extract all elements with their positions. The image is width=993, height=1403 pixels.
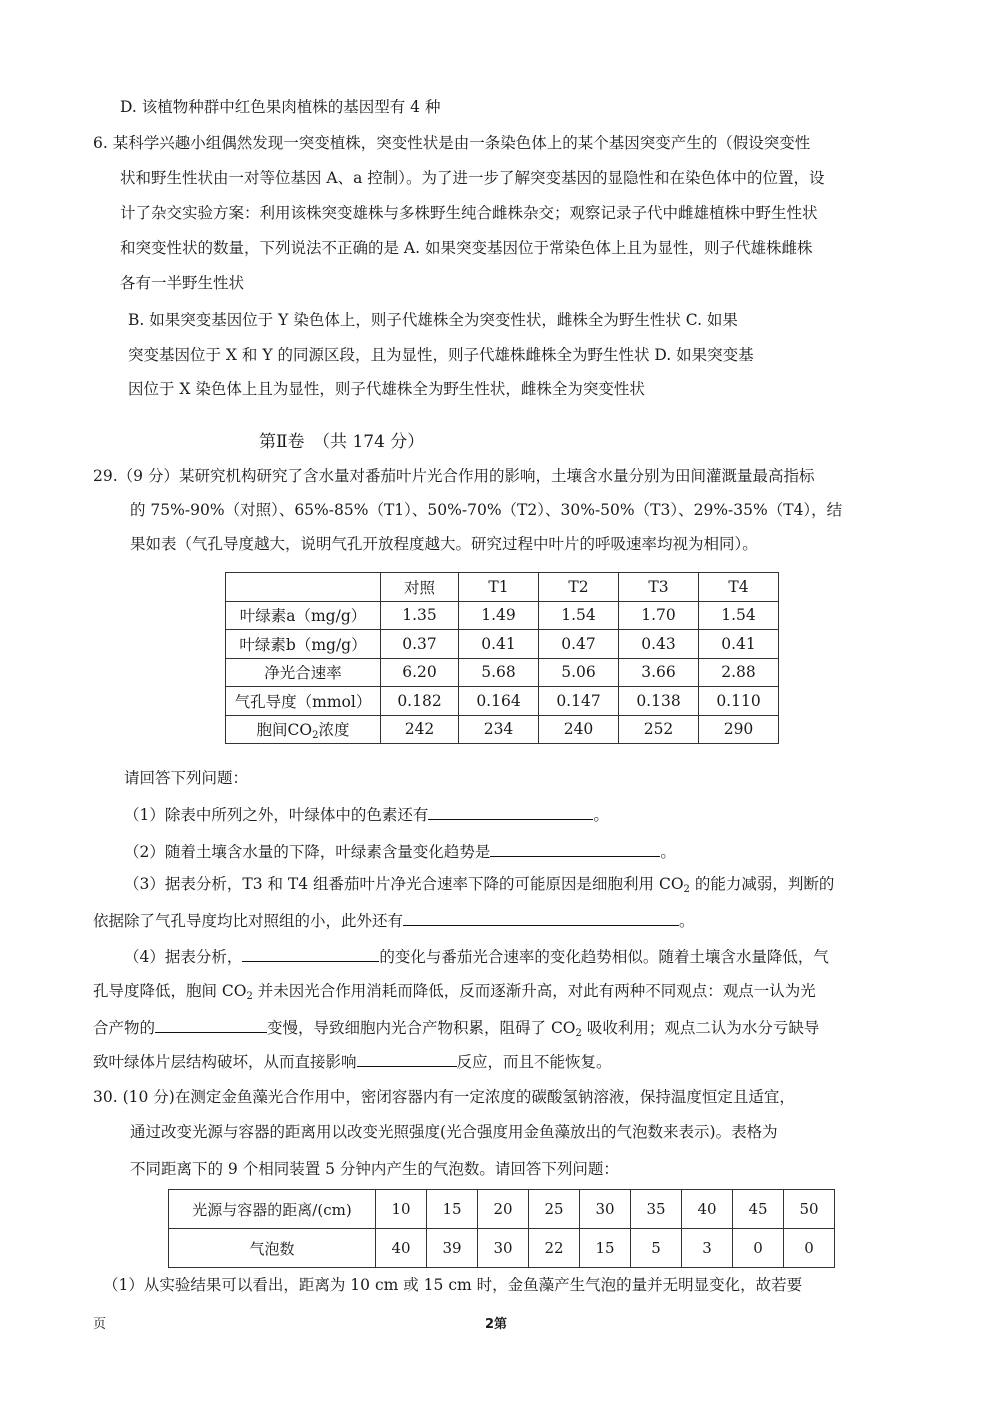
- sub4-text: 反应，而且不能恢复。: [456, 1053, 612, 1071]
- table-cell: 0: [784, 1229, 835, 1268]
- table-cell: 1.35: [381, 601, 459, 630]
- sub2-end: 。: [660, 843, 676, 861]
- table-row: [169, 1190, 835, 1229]
- table-row: [169, 1229, 835, 1268]
- q29-line-2: 的 75%-90%（对照）、65%-85%（T1）、50%-70%（T2）、30%-50%（T3）、29%-35%（T4），结: [130, 501, 843, 519]
- section-title: 第Ⅱ卷 （共 174 分）: [259, 432, 425, 452]
- table-cell: 234: [459, 715, 539, 744]
- subscript: 2: [575, 1028, 582, 1039]
- table-cell: 45: [733, 1190, 784, 1229]
- q29-prompt: 请回答下列问题：: [124, 769, 249, 787]
- table-cell: 40: [376, 1229, 427, 1268]
- answer-blank-4[interactable]: [242, 945, 379, 962]
- table-cell: 30: [478, 1229, 529, 1268]
- answer-blank-3[interactable]: [403, 909, 679, 926]
- q30-data-table: [168, 1189, 835, 1268]
- q30-line-2: 通过改变光源与容器的距离用以改变光照强度(光合强度用金鱼藻放出的气泡数来表示)。表格为: [130, 1123, 778, 1141]
- q6-option-c: 突变基因位于 X 和 Y 的同源区段，且为显性，则子代雄株雌株全为野生性状 D. 如果突变基: [128, 346, 754, 364]
- table-header-cell: [226, 573, 381, 602]
- row-label: 叶绿素a（mg/g）: [226, 601, 381, 630]
- table-cell: 290: [699, 715, 779, 744]
- q29-sub3-line-1: [124, 874, 834, 900]
- table-cell: 0.41: [699, 630, 779, 659]
- q29-sub1: [124, 803, 609, 825]
- table-cell: 1.70: [619, 601, 699, 630]
- sub4-text: 并未因光合作用消耗而降低，反而逐渐升高，对此有两种不同观点：观点一认为光: [252, 982, 816, 1000]
- row-label-text: 胞间CO: [256, 720, 313, 739]
- table-cell: 0.37: [381, 630, 459, 659]
- table-header-cell: T3: [619, 573, 699, 602]
- table-cell: 0.138: [619, 687, 699, 716]
- q29-sub4-line-1: [124, 945, 829, 967]
- sub4-text: 变慢，导致细胞内光合产物积累，阻碍了 CO: [267, 1019, 576, 1037]
- answer-blank-5[interactable]: [155, 1016, 267, 1033]
- table-cell: 25: [529, 1190, 580, 1229]
- subscript: 2: [683, 884, 690, 895]
- row-label: 气孔导度（mmol）: [226, 687, 381, 716]
- q6-line-1: 6. 某科学兴趣小组偶然发现一突变植株，突变性状是由一条染色体上的某个基因突变产生的（假设突变性: [93, 134, 811, 152]
- table-cell: 0: [733, 1229, 784, 1268]
- table-header-cell: T2: [539, 573, 619, 602]
- q30-sub1: （1）从实验结果可以看出，距离为 10 cm 或 15 cm 时，金鱼藻产生气泡的量并无明显变化，故若要: [103, 1276, 803, 1294]
- table-row: [226, 715, 779, 744]
- table-cell: 5.68: [459, 658, 539, 687]
- row-label-text: 浓度: [318, 720, 350, 739]
- q29-sub2: [124, 840, 676, 862]
- table-cell: 15: [427, 1190, 478, 1229]
- table-cell: 22: [529, 1229, 580, 1268]
- answer-blank-1[interactable]: [428, 803, 593, 820]
- footer-left: 页: [93, 1317, 107, 1332]
- answer-blank-2[interactable]: [490, 840, 660, 857]
- sub3-text: （3）据表分析，T3 和 T4 组番茄叶片净光合速率下降的可能原因是细胞利用 CO: [124, 875, 684, 893]
- table-cell: 0.43: [619, 630, 699, 659]
- table-header-row: [226, 573, 779, 602]
- q30-line-3: 不同距离下的 9 个相同装置 5 分钟内产生的气泡数。请回答下列问题：: [130, 1160, 619, 1178]
- sub4-text: 致叶绿体片层结构破坏，从而直接影响: [93, 1053, 357, 1071]
- table-cell: 0.164: [459, 687, 539, 716]
- sub4-text: 孔导度降低，胞间 CO: [93, 982, 247, 1000]
- q30-line-1: 30. (10 分)在测定金鱼藻光合作用中，密闭容器内有一定浓度的碳酸氢钠溶液，保持温度恒定且适宜，: [93, 1088, 795, 1106]
- table-cell: 39: [427, 1229, 478, 1268]
- q29-sub4-line-4: [93, 1050, 612, 1072]
- q29-line-1: 29.（9 分）某研究机构研究了含水量对番茄叶片光合作用的影响，土壤含水量分别为田间灌溉量最高指标: [93, 467, 815, 485]
- q29-sub3-line-2: [93, 909, 695, 931]
- subscript: 2: [246, 991, 253, 1002]
- table-row: [226, 687, 779, 716]
- table-row: [226, 630, 779, 659]
- table-cell: 50: [784, 1190, 835, 1229]
- table-cell: 3.66: [619, 658, 699, 687]
- table-cell: 15: [580, 1229, 631, 1268]
- table-header-cell: T1: [459, 573, 539, 602]
- table-row: [226, 601, 779, 630]
- table-cell: 20: [478, 1190, 529, 1229]
- q6-line-5: 各有一半野生性状: [120, 274, 245, 292]
- q6-option-d: 因位于 X 染色体上且为显性，则子代雄株全为野生性状，雌株全为突变性状: [128, 380, 645, 398]
- sub3-text: 的能力减弱，判断的: [689, 875, 835, 893]
- table-cell: 6.20: [381, 658, 459, 687]
- table-cell: 2.88: [699, 658, 779, 687]
- q29-sub4-line-3: [93, 1016, 819, 1044]
- sub3-text: 依据除了气孔导度均比对照组的小，此外还有: [93, 912, 404, 930]
- sub2-text: （2）随着土壤含水量的下降，叶绿素含量变化趋势是: [124, 843, 491, 861]
- table-cell: 3: [682, 1229, 733, 1268]
- table-cell: 1.54: [699, 601, 779, 630]
- sub4-text: 的变化与番茄光合速率的变化趋势相似。随着土壤含水量降低，气: [379, 948, 829, 966]
- table-cell: 5: [631, 1229, 682, 1268]
- table-cell: 240: [539, 715, 619, 744]
- row-label: 光源与容器的距离/(cm): [169, 1190, 376, 1229]
- table-cell: 5.06: [539, 658, 619, 687]
- table-cell: 40: [682, 1190, 733, 1229]
- table-cell: 1.49: [459, 601, 539, 630]
- table-cell: 252: [619, 715, 699, 744]
- table-header-cell: 对照: [381, 573, 459, 602]
- q29-data-table: [225, 572, 779, 744]
- q29-sub4-line-2: [93, 981, 816, 1007]
- q6-line-2: 状和野生性状由一对等位基因 A、a 控制）。为了进一步了解突变基因的显隐性和在染色体中的位置，设: [120, 169, 825, 187]
- sub4-text: （4）据表分析，: [124, 948, 243, 966]
- row-label: 气泡数: [169, 1229, 376, 1268]
- table-header-cell: T4: [699, 573, 779, 602]
- row-label: 叶绿素b（mg/g）: [226, 630, 381, 659]
- table-cell: 0.147: [539, 687, 619, 716]
- sub4-text: 合产物的: [93, 1019, 156, 1037]
- table-cell: 10: [376, 1190, 427, 1229]
- table-cell: 30: [580, 1190, 631, 1229]
- table-cell: 35: [631, 1190, 682, 1229]
- table-cell: 1.54: [539, 601, 619, 630]
- table-cell: 242: [381, 715, 459, 744]
- q6-option-b: B. 如果突变基因位于 Y 染色体上，则子代雄株全为突变性状，雌株全为野生性状 C. 如果: [128, 311, 738, 329]
- sub3-end: 。: [679, 912, 695, 930]
- q6-line-4: 和突变性状的数量，下列说法不正确的是 A. 如果突变基因位于常染色体上且为显性，则子代雄株雌株: [120, 239, 813, 257]
- table-cell: 0.182: [381, 687, 459, 716]
- q29-line-3: 果如表（气孔导度越大，说明气孔开放程度越大。研究过程中叶片的呼吸速率均视为相同）。: [130, 535, 758, 553]
- subscript: 2: [312, 729, 319, 741]
- page-number: 2第: [485, 1317, 508, 1332]
- row-label: 净光合速率: [226, 658, 381, 687]
- row-label: [226, 715, 381, 744]
- table-cell: 0.110: [699, 687, 779, 716]
- table-cell: 0.41: [459, 630, 539, 659]
- sub1-end: 。: [593, 806, 609, 824]
- sub4-text: 吸收利用；观点二认为水分亏缺导: [581, 1019, 820, 1037]
- table-row: [226, 658, 779, 687]
- q6-line-3: 计了杂交实验方案：利用该株突变雄株与多株野生纯合雌株杂交；观察记录子代中雌雄植株中野生性状: [120, 204, 818, 222]
- table-cell: 0.47: [539, 630, 619, 659]
- sub1-text: （1）除表中所列之外，叶绿体中的色素还有: [124, 806, 429, 824]
- answer-blank-6[interactable]: [357, 1050, 457, 1067]
- q5-option-d: D. 该植物种群中红色果肉植株的基因型有 4 种: [120, 98, 441, 116]
